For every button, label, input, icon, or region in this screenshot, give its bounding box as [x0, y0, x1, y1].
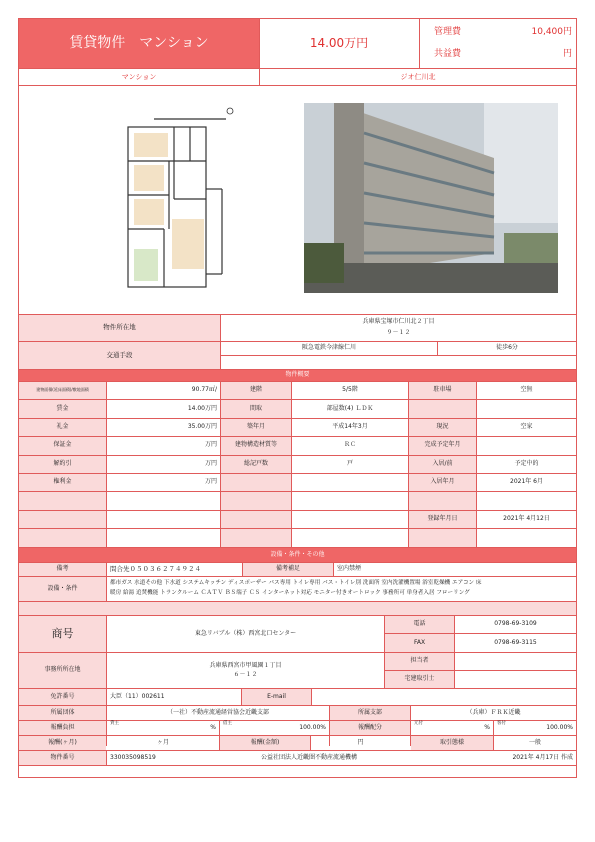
overview-value-a: 14.00万円	[187, 404, 217, 412]
tenant-pct: 100.00%	[299, 723, 326, 731]
office-line1: 兵庫県西宮市甲風園１丁目	[209, 661, 282, 669]
org-value: （一社）不動産流通経営協会近畿支部	[166, 708, 269, 716]
overview-value-b	[292, 511, 408, 528]
overview-label-b	[221, 511, 291, 528]
overview-value-b	[292, 474, 408, 491]
overview-value-c	[477, 437, 576, 454]
overview-value-b: ＲＣ	[343, 441, 356, 449]
created-date: 2021年 4月17日 作成	[512, 753, 573, 761]
tel-value: 0798-69-3109	[494, 620, 537, 628]
overview-label-c	[409, 492, 476, 509]
deal-value: 一般	[528, 738, 541, 746]
overview-label-c	[409, 529, 476, 546]
fee-month-value: ヶ月	[156, 738, 169, 746]
overview-value-a	[107, 511, 220, 528]
staff-label: 担当者	[385, 653, 454, 670]
listing-sheet	[18, 18, 577, 778]
license-value: 大臣（11）002611	[110, 692, 165, 700]
overview-label-c: 入居/前	[409, 456, 476, 473]
mgmt-fee-label: 管理費	[434, 26, 462, 37]
overview-label-a	[19, 492, 106, 509]
common-fee-value: 円	[562, 48, 572, 59]
spacer-band	[19, 602, 576, 615]
overview-label-c	[409, 400, 476, 417]
overview-label-c: 駐車場	[409, 382, 476, 399]
overview-value-b	[292, 492, 408, 509]
overview-label-a: 礼金	[19, 419, 106, 436]
overview-value-a: 万円	[204, 441, 217, 449]
facilities-label: 設備・条件	[19, 577, 106, 601]
common-fee-label: 共益費	[434, 48, 462, 59]
overview-value-a	[107, 529, 220, 546]
overview-value-a: 90.77㎡/	[191, 386, 217, 394]
overview-label-c: 登録年月日	[409, 511, 476, 528]
lender-label: 貸主	[110, 721, 119, 727]
fee-amount-label: 報酬(金額)	[220, 736, 310, 750]
overview-value-a: 35.00万円	[187, 423, 217, 431]
overview-value-b: 戸	[346, 459, 353, 467]
overview-label-a: 権利金	[19, 474, 106, 491]
overview-label-b: 建階	[221, 382, 291, 399]
mgmt-fee-value: 10,400円	[531, 26, 572, 37]
overview-band: 物件概要	[19, 370, 576, 381]
tenant-label: 借主	[223, 721, 232, 727]
building-name: ジオ仁川北	[400, 72, 436, 81]
walk-time: 徒歩6分	[496, 343, 518, 351]
overview-value-b: 部屋数(4) ＬＤＫ	[326, 404, 374, 412]
overview-label-b: 築年月	[221, 419, 291, 436]
origin-label: 元付	[414, 721, 423, 727]
address-label: 物件所在地	[19, 315, 220, 341]
station-name: 阪急電鉄今津線仁川	[301, 343, 356, 351]
supplement-value: 室内禁煙	[337, 565, 362, 573]
license-holder-label: 宅建取引士	[385, 671, 454, 688]
address-line1: 兵庫県宝塚市仁川北２丁目	[362, 317, 435, 325]
fee-dist-label: 報酬配分	[330, 721, 410, 735]
overview-label-a: 解約引	[19, 456, 106, 473]
overview-label-c: 完成予定年月	[409, 437, 476, 454]
access-label: 交通手段	[19, 342, 220, 369]
overview-value-a: 万円	[204, 459, 217, 467]
fee-amount-value: 円	[357, 738, 364, 746]
agent-name: 東急リバブル（株）西宮北口センター	[194, 629, 297, 637]
facilities-line2: 暖房 給湯 追焚機能 トランクルーム ＣＡＴＶ ＢＳ端子 ＣＳ インターネット対応 モニター付きオートロック 事務所可 単身者入居 フローリング	[110, 590, 470, 597]
office-label: 事務所所在地	[19, 653, 106, 688]
license-label: 免許番号	[19, 689, 106, 705]
facilities-line1: 都市ガス 水道その他 下水道 システムキッチン ディスポーザー バス専用 トイレ専用 バス・トイレ別 洗面所 室内洗濯機置場 浴室乾燥機 エアコン 床	[110, 580, 482, 587]
overview-label-b: 建物構造材質等	[221, 437, 291, 454]
branch-value: （兵庫）ＦＲＫ近畿	[466, 708, 521, 716]
supplement-label: 備考補足	[243, 563, 333, 576]
overview-value-b	[292, 529, 408, 546]
overview-value-c	[477, 400, 576, 417]
rent-price: 14.00万円	[309, 35, 369, 50]
overview-label-a	[19, 511, 106, 528]
overview-label-b	[221, 474, 291, 491]
source-org: 公益社団法人近畿圏不動産流通機構	[260, 753, 357, 761]
overview-value-c: 2021年 4月12日	[503, 515, 550, 523]
overview-label-b: 総記戸数	[221, 456, 291, 473]
conditions-band: 設備・条件・その他	[19, 548, 576, 562]
tel-label: 電話	[385, 616, 454, 633]
property-id-label: 物件番号	[19, 751, 106, 765]
fax-label: FAX	[385, 634, 454, 652]
overview-value-c: 予定中的	[514, 459, 539, 467]
listing-title: 賃貸物件 マンション	[19, 19, 259, 68]
floor-plan-image	[114, 99, 234, 294]
remarks-value: 問合先０５０３６２７４９２４	[110, 564, 201, 573]
overview-label-c: 入居年月	[409, 474, 476, 491]
address-line2: ９－１２	[386, 328, 411, 336]
overview-value-c: 2021年 6月	[510, 478, 543, 486]
overview-label-a: 建物面積(延床面積)/敷地面積	[19, 382, 106, 399]
building-photo	[304, 103, 558, 293]
overview-label-b: 間取	[221, 400, 291, 417]
client-pct: 100.00%	[546, 723, 573, 731]
overview-value-c: 空無	[520, 386, 533, 394]
org-label: 所属団体	[19, 706, 106, 720]
overview-label-a	[19, 529, 106, 546]
fee-month-label: 報酬(ヶ月)	[19, 736, 106, 750]
remarks-label: 備考	[19, 563, 106, 576]
agent-name-label: 商号	[19, 616, 106, 652]
branch-label: 所属支部	[330, 706, 410, 720]
property-category: マンション	[121, 72, 157, 81]
deal-label: 取引態様	[411, 736, 493, 750]
overview-value-b: 平成14年3月	[332, 423, 368, 431]
overview-label-a: 賃金	[19, 400, 106, 417]
overview-value-c	[477, 492, 576, 509]
overview-label-c: 現況	[409, 419, 476, 436]
lender-pct: %	[210, 723, 216, 731]
email-label: E-mail	[242, 689, 311, 705]
office-line2: ６－１２	[233, 670, 258, 678]
overview-value-a	[107, 492, 220, 509]
overview-value-a: 万円	[204, 478, 217, 486]
overview-label-b	[221, 492, 291, 509]
overview-value-b: 5/5階	[342, 386, 358, 394]
property-id: 330035098519	[110, 753, 156, 761]
overview-label-b	[221, 529, 291, 546]
fee-share-label: 報酬負担	[19, 721, 106, 735]
fax-value: 0798-69-3115	[494, 638, 537, 646]
overview-value-c: 空家	[520, 423, 533, 431]
overview-value-c	[477, 529, 576, 546]
origin-pct: %	[484, 723, 490, 731]
overview-label-a: 保証金	[19, 437, 106, 454]
client-label: 客付	[497, 721, 506, 727]
